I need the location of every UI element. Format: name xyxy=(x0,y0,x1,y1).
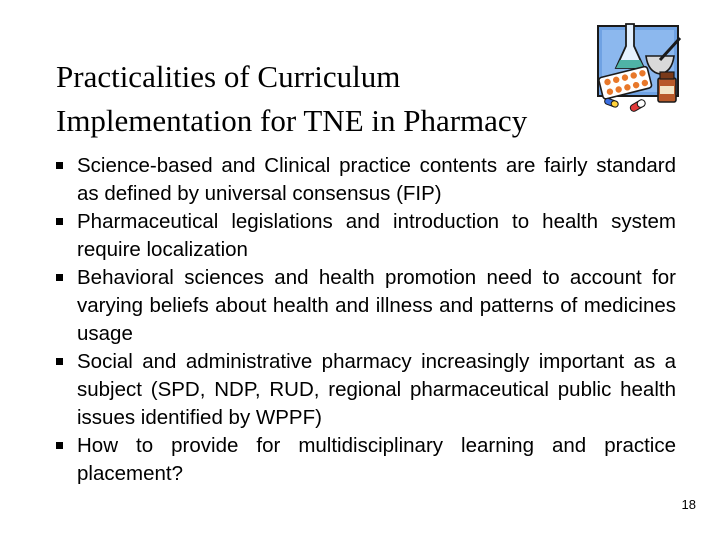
capsule-icon xyxy=(629,99,646,113)
bullet-item: How to provide for multidisciplinary learning and practice placement? xyxy=(56,432,676,488)
flask-liquid xyxy=(616,60,644,68)
page-number: 18 xyxy=(681,497,696,512)
bullet-list xyxy=(56,152,676,488)
bullet-marker xyxy=(56,274,63,281)
bullet-item: Science-based and Clinical practice contents are fairly standard as defined by universal consensus (FIP) xyxy=(56,152,676,208)
bullet-item: Social and administrative pharmacy increasingly important as a subject (SPD, NDP, RUD, regional pharmaceutical public health issues identified by WPPF) xyxy=(56,348,676,432)
bullet-marker xyxy=(56,218,63,225)
slide-title-line-1: Practicalities of Curriculum xyxy=(56,58,401,94)
bullet-item: Behavioral sciences and health promotion need to account for varying beliefs about health and illness and patterns of medicines usage xyxy=(56,264,676,348)
capsule-icon xyxy=(604,98,619,108)
bullet-item: Pharmaceutical legislations and introduction to health system require localization xyxy=(56,208,676,264)
slide-title xyxy=(56,55,616,143)
bullet-marker xyxy=(56,162,63,169)
pharmacy-clipart-icon xyxy=(590,16,690,116)
bullet-marker xyxy=(56,442,63,449)
bullet-marker xyxy=(56,358,63,365)
slide-title-line-2: Implementation for TNE in Pharmacy xyxy=(56,102,528,138)
